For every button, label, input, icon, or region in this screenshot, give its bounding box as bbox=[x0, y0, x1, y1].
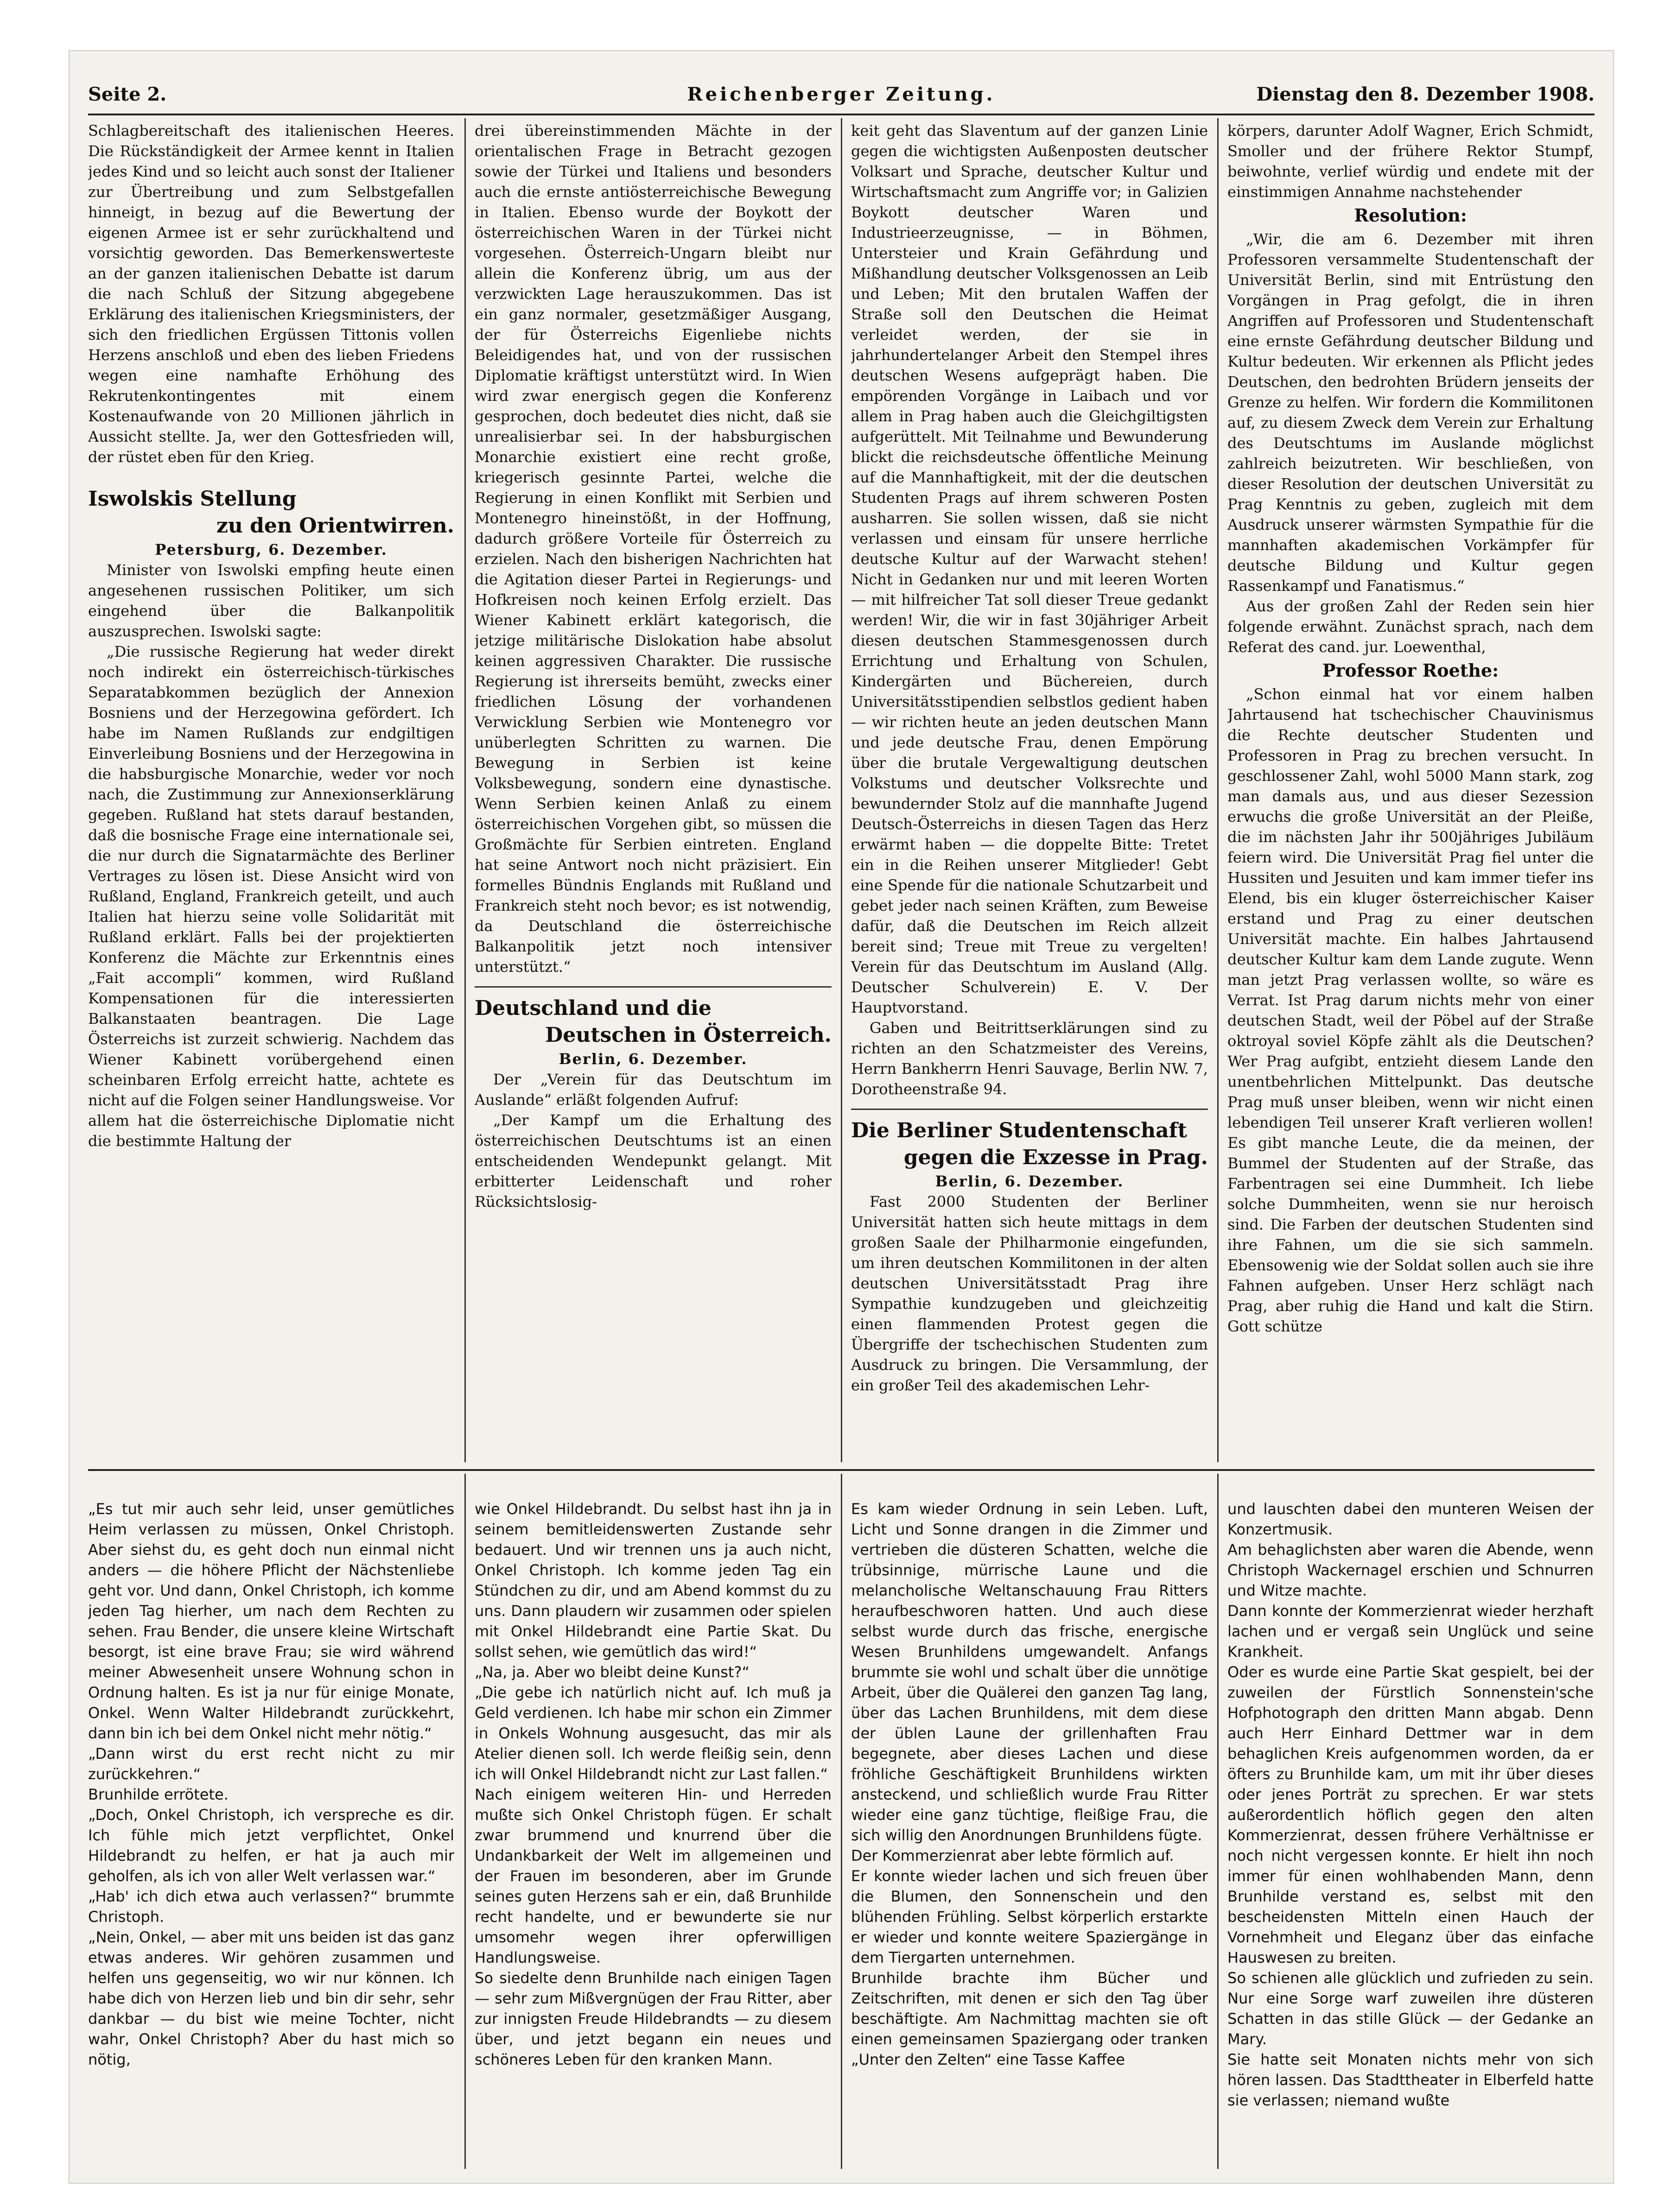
article-text: Fast 2000 Studenten der Berliner Universität hatten sich heute mittags in dem großen Saale der Philharmonie eingefunden, um ihren deutschen Kommilitonen in der alten deutschen Universitätsstadt Prag ihre Sympathie kundzugeben und gleichzeitig einen flammenden Protest gegen die Übergriffe der tschechischen Studenten zum Ausdruck zu bringen. Die Versammlung, der ein großer Teil des akademischen Lehr- bbox=[851, 1193, 1208, 1394]
header-rule bbox=[88, 114, 1595, 115]
article-text: Minister von Iswolski empfing heute einen angesehenen russischen Politiker, um sich eingehend über die Balkanpolitik auszusprechen. Iswolski sagte: bbox=[88, 561, 454, 640]
column-divider bbox=[841, 118, 842, 1462]
headline: Deutschland und die bbox=[475, 996, 712, 1020]
article-text: „Schon einmal hat vor einem halben Jahrtausend hat tschechischer Chauvinismus die Rechte deutscher Studenten und Professoren in Prag zu brechen versucht. In geschlossener Zahl, wohl 5000 Mann stark, zog man damals aus, und aus dieser Sezession erwuchs die große Universität an der Pleiße, die im nächsten Jahr ihr 500jähriges Jubiläum feiern wird. Die Universität Prag fiel unter die Hussiten und Jesuiten und kam immer tiefer ins Elend, bis ein kluger österreichischer Kaiser erstand und Prag zu einer deutschen Universität machte. Ein halbes Jahrtausend deutscher Kultur kam dem Lande zugute. Wenn man jetzt Prag verlassen wollte, so wäre es Verrat. Ist Prag darum nichts mehr von einer deutschen Stadt, weil der Pöbel auf der Straße oktroyal soviel Köpfe zählt als die Deutschen? Wer Prag aufgibt, entzieht diesem Lande den unentbehrlichen Mittelpunkt. Das deutsche Prag muß unser bleiben, wenn wir nicht einen lebendigen Teil unserer Kraft verlieren wollen! Es gibt manche Leute, die da meinen, der Bummel der Studenten auf der Straße, das Farbentragen sei eine Dummheit. Ich liebe solche Dummheiten, wenn sie nur heroisch sind. Die Farben der deutschen Studenten sind ihre Fahnen, um die sie sich sammeln. Ebensowenig wie der Soldat sollen auch sie ihre Fahnen aufgeben. Unser Herz schlägt nach Prag, aber ruhig die Hand und kalt die Stirn. Gott schütze bbox=[1227, 685, 1594, 1335]
article-text: drei übereinstimmenden Mächte in der orientalischen Frage in Betracht gezogen sowie der Türkei und Italiens und besonders auch die ernste antiösterreichische Bewegung in Italien. Ebenso wurde der Boykott der österreichischen Waren in der Türkei nicht vorgesehen. Österreich-Ungarn bleibt nur allein die Konferenz übrig, um aus der verzwickten Lage herauszukommen. Das ist ein ganz normaler, gesetzmäßiger Ausgang, der für Österreichs Eigenliebe nichts Beleidigendes hat, und von der russischen Diplomatie kräftigst unterstützt wird. In Wien wird zwar energisch gegen die Konferenz gesprochen, doch bedeutet dies nicht, daß sie unrealisierbar sei. In der habsburgischen Monarchie existiert eine recht große, kriegerisch gesinnte Partei, welche die Regierung in einen Konflikt mit Serbien und Montenegro hineinstößt, in der Hoffnung, dadurch größere Vorteile für Österreich zu erzielen. Nach den bisherigen Nachrichten hat die Agitation dieser Partei in Regierungs- und Hofkreisen noch keinen Erfolg erzielt. Das Wiener Kabinett erklärt kategorisch, die jetzige militärische Dislokation habe absolut keinen aggressiven Charakter. Die russische Regierung ist ihrerseits bemüht, zwecks einer friedlichen Lösung der vorhandenen Verwicklung Serbien wie Montenegro vor unüberlegten Schritten zu warnen. Die Bewegung in Serbien ist keine Volksbewegung, sondern eine dynastische. Wenn Serbien keinen Anlaß zu einem österreichischen Vorgehen gibt, so müssen die Großmächte für Serbien eintreten. England hat seine Antwort noch nicht präzisiert. Ein formelles Bündnis Englands mit Rußland und Frankreich steht noch bevor; es ist notwendig, da Deutschland die österreichische Balkanpolitik jetzt noch intensiver unterstützt.“ bbox=[475, 122, 832, 976]
dateline: Berlin, 6. Dezember. bbox=[935, 1173, 1124, 1190]
story-text: wie Onkel Hildebrandt. Du selbst hast ihn ja in seinem bemitleidenswerten Zustande sehr bedauert. Und wir trennen uns ja auch nicht, Onkel Christoph. Ich komme jeden Tag ein Stündchen zu dir, und am Abend kommst du zu uns. Dann plaudern wir zusammen oder spielen mit Onkel Hildebrandt eine Partie Skat. Du sollst sehen, wie gemütlich das wird!“ „Na, ja. Aber wo bleibt deine Kunst?“ „Die gebe ich natürlich nicht auf. Ich muß ja Geld verdienen. Ich habe mir schon ein Zimmer in Onkels Wohnung ausgesucht, das mir als Atelier dienen soll. Ich werde fleißig sein, denn ich will Onkel Hildebrandt nicht zur Last fallen.“ Nach einigem weiteren Hin- und Herreden mußte sich Onkel Christoph fügen. Er schalt zwar brummend und knurrend über die Undankbarkeit der Welt im allgemeinen und der Frauen im besonderen, aber im Grunde seines guten Herzens sah er ein, daß Brunhilde recht handelte, und er bewunderte sie nur umsomehr wegen ihrer opferwilligen Handlungsweise. So siedelte denn Brunhilde nach einigen Tagen — sehr zum Mißvergnügen der Frau Ritter, aber zur innigsten Freude Hildebrandts — zu diesem über, und jetzt begann ein neues und schöneres Leben für den kranken Mann. bbox=[475, 1500, 832, 2068]
headline: Deutschen in Österreich. bbox=[545, 1023, 832, 1047]
article-text: „Der Kampf um die Erhaltung des österreichischen Deutschtums ist an einen entscheidenden Wendepunkt gelangt. Mit erbitterter Leidenschaft und roher Rücksichtslosig- bbox=[475, 1111, 832, 1211]
article-text: Gaben und Beitrittserklärungen sind zu richten an den Schatzmeister des Vereins, Herrn Bankherrn Henri Sauvage, Berlin NW. 7, Dorotheenstraße 94. bbox=[851, 1019, 1208, 1098]
headline: gegen die Exzesse in Prag. bbox=[903, 1146, 1208, 1169]
newspaper-title: Reichenberger Zeitung. bbox=[687, 83, 996, 105]
headline: zu den Orientwirren. bbox=[216, 514, 454, 538]
subheading: Resolution: bbox=[1354, 205, 1467, 226]
column-divider bbox=[464, 1474, 466, 2169]
dateline: Petersburg, 6. Dezember. bbox=[155, 541, 388, 558]
dateline: Berlin, 6. Dezember. bbox=[559, 1050, 748, 1068]
article-column-3 bbox=[851, 120, 1208, 1460]
story-text: und lauschten dabei den munteren Weisen der Konzertmusik. Am behaglichsten aber waren die Abende, wenn Christoph Wackernagel erschien und Schnurren und Witze machte. Dann konnte der Kommerzienrat wieder herzhaft lachen und er vergaß sein Unglück und seine Krankheit. Oder es wurde eine Partie Skat gespielt, bei der zuweilen der Fürstlich Sonnenstein'sche Hofphotograph den dritten Mann abgab. Denn auch Herr Einhard Dettmer war in dem behaglichen Kreis aufgenommen worden, da er öfters zu Brunhilde kam, um mit ihr über dieses oder jenes Porträt zu sprechen. Er war stets außerordentlich höflich gegen den alten Kommerzienrat, dessen frühere Verhältnisse er noch nicht vergessen konnte. Er hielt ihn noch immer für einen wohlhabenden Mann, denn Brunhilde verstand es, selbst mit den bescheidensten Mitteln einen Hauch der Vornehmheit und Eleganz über das einfache Hauswesen zu breiten. So schienen alle glücklich und zufrieden zu sein. Nur eine Sorge warf zuweilen ihre düsteren Schatten in das stille Glück — der Gedanke an Mary. Sie hatte seit Monaten nichts mehr von sich hören lassen. Das Stadttheater in Elberfeld hatte sie verlassen; niemand wußte bbox=[1227, 1500, 1594, 2109]
article-text: „Wir, die am 6. Dezember mit ihren Professoren versammelte Studentenschaft der Universität Berlin, sind mit Entrüstung den Vorgängen in Prag gefolgt, die in ihren Angriffen auf Professoren und Studentenschaft eine ernste Gefährdung deutscher Bildung und Kultur bedeuten. Wir erkennen als Pflicht jedes Deutschen, den bedrohten Brüdern jenseits der Grenze zu helfen. Wir fordern die Kommilitonen auf, zu diesem Zweck dem Verein zur Erhaltung des Deutschtums im Auslande möglichst zahlreich beizutreten. Wir beschließen, von dieser Resolution der deutschen Universität zu Prag Kenntnis zu geben, zugleich mit dem Ausdruck unserer wärmsten Sympathie für die mannhaften akademischen Vorkämpfer für deutsche Bildung und Kultur gegen Rassenkampf und Fanatismus.“ bbox=[1227, 230, 1594, 595]
story-text: Es kam wieder Ordnung in sein Leben. Luft, Licht und Sonne drangen in die Zimmer und vertrieben die düsteren Schatten, welche die trübsinnige, mürrische Laune und die melancholische Weltanschauung Frau Ritters heraufbeschworen hatten. Und auch diese selbst wurde durch das frische, energische Wesen Brunhildens umgewandelt. Anfangs brummte sie wohl und schalt über die unnötige Arbeit, über die Quälerei den ganzen Tag lang, über das Lachen Brunhildens, mit dem diese der üblen Laune der grillenhaften Frau begegnete, aber dieses Lachen und diese fröhliche Geschäftigkeit Brunhildens wirkten ansteckend, und schließlich wurde Frau Ritter wieder eine ganz tüchtige, fleißige Frau, die sich willig den Anordnungen Brunhildens fügte. Der Kommerzienrat aber lebte förmlich auf. Er konnte wieder lachen und sich freuen über die Blumen, den Sonnenschein und den blühenden Frühling. Selbst körperlich erstarkte er wieder und konnte weitere Spaziergänge in dem Tiergarten unternehmen. Brunhilde brachte ihm Bücher und Zeitschriften, mit denen er sich den Tag über beschäftigte. Am Nachmittag machten sie oft einen gemeinsamen Spaziergang oder tranken „Unter den Zelten“ eine Tasse Kaffee bbox=[851, 1500, 1208, 2068]
page-number: Seite 2. bbox=[88, 83, 167, 105]
article-text: Der „Verein für das Deutschtum im Auslande“ erläßt folgenden Aufruf: bbox=[475, 1071, 832, 1109]
feuilleton-column-2 bbox=[475, 1478, 832, 2169]
section-rule bbox=[851, 1109, 1208, 1110]
feuilleton-rule bbox=[88, 1469, 1595, 1471]
headline: Die Berliner Studentenschaft bbox=[851, 1119, 1187, 1142]
article-text: Schlagbereitschaft des italienischen Heeres. Die Rückständigkeit der Armee kennt in Italien jedes Kind und so leicht auch sonst der Italiener zur Übertreibung und zum Selbstgefallen hinneigt, in bezug auf die Bewertung der eigenen Armee ist er sehr zurückhaltend und vorsichtig geworden. Das Bemerkenswerteste an der ganzen italienischen Debatte ist darum die nach Schluß der Sitzung abgegebene Erklärung des italienischen Kriegsministers, der sich den friedlichen Ergüssen Tittonis vollen Herzens anschloß und eben des lieben Friedens wegen eine namhafte Erhöhung des Rekrutenkontingentes mit einem Kostenaufwande von 20 Millionen jährlich in Aussicht stellte. Ja, wer den Gottesfrieden will, der rüstet eben für den Krieg. bbox=[88, 122, 454, 466]
page-header bbox=[88, 83, 1595, 111]
article-text: körpers, darunter Adolf Wagner, Erich Schmidt, Smoller und der frühere Rektor Stumpf, beiwohnte, verlief würdig und endete mit der einstimmigen Annahme nachstehender bbox=[1227, 122, 1594, 201]
newspaper-page bbox=[70, 51, 1613, 2183]
section-rule bbox=[475, 986, 832, 988]
article-text: Aus der großen Zahl der Reden sein hier folgende erwähnt. Zunächst sprach, nach dem Referat des cand. jur. Loewenthal, bbox=[1227, 597, 1594, 656]
subheading: Professor Roethe: bbox=[1322, 660, 1499, 681]
column-divider bbox=[1217, 1474, 1219, 2169]
feuilleton-column-3 bbox=[851, 1478, 1208, 2169]
article-text: „Die russische Regierung hat weder direkt noch indirekt ein österreichisch-türkisches Separatabkommen bezüglich der Annexion Bosniens und der Herzegowina gefördert. Ich habe im Namen Rußlands zur endgiltigen Einverleibung Bosniens und der Herzegowina in die habsburgische Monarchie, weder vor noch nach, die Zustimmung zur Annexionserklärung gegeben. Rußland hat stets darauf bestanden, daß die bosnische Frage eine internationale sei, die nur durch die Signatarmächte des Berliner Vertrages zu lösen ist. Diese Ansicht wird von Rußland, England, Frankreich geteilt, und auch Italien hat hierzu seine volle Solidarität mit Rußland erklärt. Falls bei der projektierten Konferenz die Mächte zur Erkenntnis eines „Fait accompli“ kommen, wird Rußland Kompensationen für die interessierten Balkanstaaten beantragen. Die Lage Österreichs ist zurzeit schwierig. Nachdem das Wiener Kabinett vorübergehend einen scheinbaren Erfolg erreicht hatte, achtete es nicht auf die Folgen seiner Handlungsweise. Vor allem hat die österreichische Diplomatie nicht die bestimmte Haltung der bbox=[88, 643, 454, 1150]
article-text: keit geht das Slaventum auf der ganzen Linie gegen die wichtigsten Außenposten deutscher Volksart und Sprache, deutscher Kultur und Wirtschaftsmacht zum Angriffe vor; in Galizien Boykott deutscher Waren und Industrieerzeugnisse, — in Böhmen, Untersteier und Krain Gefährdung und Mißhandlung deutscher Volksgenossen an Leib und Leben; Mit den brutalen Waffen der Straße soll den Deutschen die Heimat verleidet werden, der sie in jahrhundertelanger Arbeit den Stempel ihres deutschen Wesens aufgeprägt haben. Die empörenden Vorgänge in Laibach und vor allem in Prag haben auch die Gleichgiltigsten aufgerüttelt. Mit Teilnahme und Bewunderung blickt die reichsdeutsche öffentliche Meinung auf die Mannhaftigkeit, mit der die deutschen Studenten Prags auf ihrem schweren Posten ausharren. Sie sollen wissen, daß sie nicht verlassen und einsam für unsere herrliche deutsche Kultur auf der Warwacht stehen! Nicht in Gedanken nur und mit leeren Worten — mit hilfreicher Tat soll dieser Treue gedankt werden! Wir, die wir in fast 30jähriger Arbeit diesen deutschen Stammesgenossen durch Errichtung und Erhaltung von Schulen, Kindergärten und Büchereien, durch Universitätsstipendien selbstlos gedient haben — wir richten heute an jeden deutschen Mann und jede deutsche Frau, denen Empörung über die brutale Vergewaltigung deutschen Volkstums und deutscher Volksrechte und bewundernder Stolz auf die mannhafte Jugend Deutsch-Österreichs in diesen Tagen das Herz erwärmt haben — die doppelte Bitte: Tretet ein in die Reihen unserer Mitglieder! Gebt eine Spende für die nationale Schutzarbeit und gebet jeder nach seinen Kräften, zum Beweise dafür, daß die Deutschen im Reich allzeit bereit sind; Treue mit Treue zu vergelten! Verein für das Deutschtum im Ausland (Allg. Deutscher Schulverein) E. V. Der Hauptvorstand. bbox=[851, 122, 1208, 1016]
article-column-1 bbox=[88, 120, 454, 1460]
feuilleton-column-4 bbox=[1227, 1478, 1594, 2169]
story-text: „Es tut mir auch sehr leid, unser gemütliches Heim verlassen zu müssen, Onkel Christoph. Aber siehst du, es geht doch nun einmal nicht anders — die höhere Pflicht der Nächstenliebe geht vor. Und dann, Onkel Christoph, ich komme jeden Tag hierher, um nach dem Rechten zu sehen. Frau Bender, die unsere kleine Wirtschaft besorgt, ist eine brave Frau; sie wird während meiner Abwesenheit unsere Wohnung schon in Ordnung halten. Es ist ja nur für einige Monate, Onkel. Wenn Walter Hildebrandt zurückkehrt, dann bin ich bei dem Onkel nicht mehr nötig.“ „Dann wirst du erst recht nicht zu mir zurückkehren.“ Brunhilde errötete. „Doch, Onkel Christoph, ich verspreche es dir. Ich fühle mich jetzt verpflichtet, Onkel Hildebrandt zu helfen, er hat ja auch mir geholfen, als ich von aller Welt verlassen war.“ „Hab' ich dich etwa auch verlassen?“ brummte Christoph. „Nein, Onkel, — aber mit uns beiden ist das ganz etwas anderes. Wir gehören zusammen und helfen uns gegenseitig, wo wir nur können. Ich habe dich von Herzen lieb und bin dir sehr, sehr dankbar — du bist wie meine Tochter, nicht wahr, Onkel Christoph? Aber du hast mich so nötig, bbox=[88, 1500, 454, 2068]
column-divider bbox=[464, 118, 466, 1462]
feuilleton-column-1 bbox=[88, 1478, 454, 2169]
headline: Iswolskis Stellung bbox=[88, 487, 297, 511]
column-divider bbox=[841, 1474, 842, 2169]
issue-date: Dienstag den 8. Dezember 1908. bbox=[1256, 83, 1595, 105]
column-divider bbox=[1217, 118, 1219, 1462]
article-column-4 bbox=[1227, 120, 1594, 1460]
article-column-2 bbox=[475, 120, 832, 1460]
